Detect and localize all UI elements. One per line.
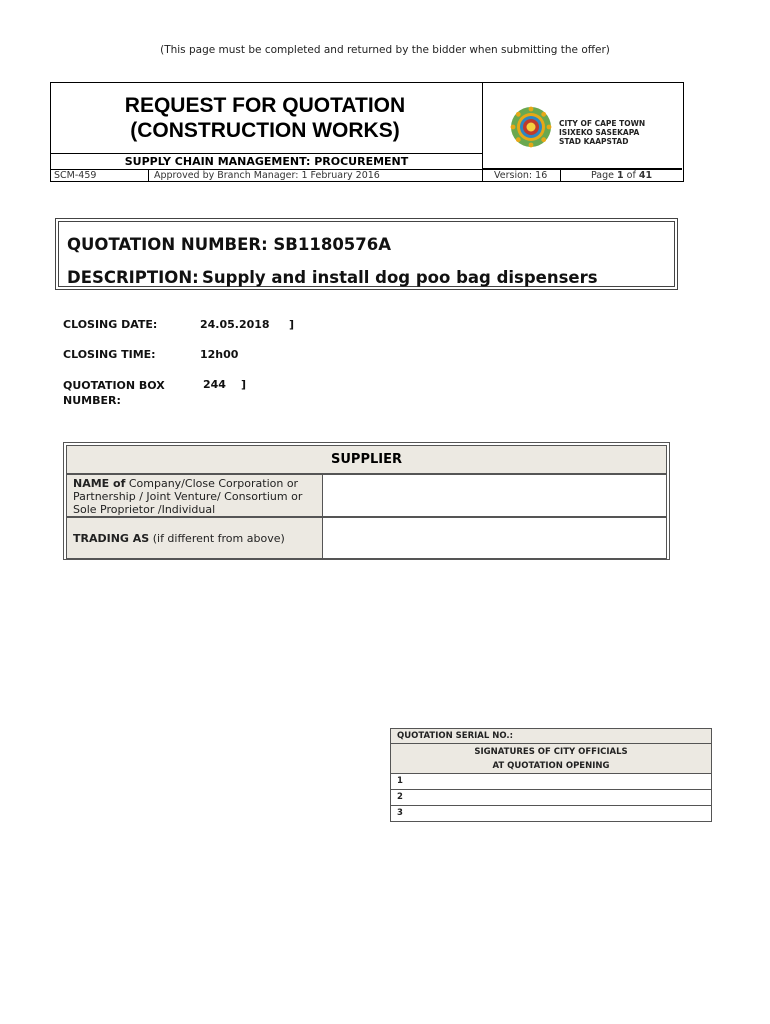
title-line-2: (CONSTRUCTION WORKS) <box>130 119 400 142</box>
form-code: SCM-459 <box>51 170 149 182</box>
supplier-name-field[interactable] <box>323 475 666 516</box>
serial-label: QUOTATION SERIAL NO.: <box>391 729 711 744</box>
trading-as-rest: (if different from above) <box>149 532 285 545</box>
document-title <box>49 93 481 143</box>
page-info <box>561 170 682 182</box>
page-prefix: Page <box>591 170 618 181</box>
approval-info: Approved by Branch Manager: 1 February 2016 <box>149 170 483 182</box>
quotation-box <box>55 218 678 290</box>
description-value: Supply and install dog poo bag dispensers <box>202 268 598 287</box>
quotation-box-inner <box>58 221 675 287</box>
logo-block <box>483 83 682 169</box>
closing-date-value: 24.05.2018 <box>200 318 270 331</box>
trading-as-bold: TRADING AS <box>73 532 150 545</box>
quotation-box-value: 244 <box>203 378 226 391</box>
header-subtitle: SUPPLY CHAIN MANAGEMENT: PROCUREMENT <box>51 153 483 169</box>
quotation-box-bracket: ] <box>241 378 247 391</box>
supplier-heading: SUPPLIER <box>66 445 667 474</box>
signature-row-3-num: 3 <box>397 808 403 818</box>
trading-as-field[interactable] <box>323 518 666 558</box>
closing-date-label: CLOSING DATE: <box>63 318 158 331</box>
page-of: of <box>623 170 639 181</box>
signature-row-2-num: 2 <box>397 792 403 802</box>
document-header <box>50 82 684 182</box>
supplier-table <box>63 442 670 560</box>
signatures-line-1: SIGNATURES OF CITY OFFICIALS <box>474 747 628 757</box>
page-number: 1 <box>617 170 624 181</box>
logo-line-2: ISIXEKO SASEKAPA <box>559 128 640 137</box>
closing-time-value: 12h00 <box>200 348 239 361</box>
city-logo-icon <box>509 105 553 149</box>
signature-row-2[interactable] <box>391 790 711 806</box>
page-total: 41 <box>638 170 653 181</box>
supplier-name-bold: NAME of <box>73 477 126 490</box>
header-meta-row <box>51 169 682 181</box>
signatures-line-2: AT QUOTATION OPENING <box>492 761 610 771</box>
closing-date-bracket: ] <box>289 318 295 331</box>
logo-line-3: STAD KAAPSTAD <box>559 137 629 146</box>
supplier-name-label <box>67 475 323 516</box>
trading-as-row <box>66 517 667 559</box>
supplier-name-row <box>66 474 667 517</box>
signatures-heading <box>391 744 711 774</box>
signature-row-3[interactable] <box>391 806 711 821</box>
closing-time-label: CLOSING TIME: <box>63 348 156 361</box>
serial-table <box>390 728 712 822</box>
supplier-name-rest: Company/Close Corporation or Partnership / Joint Venture/ Consortium or Sole Proprietor /Individual <box>73 477 303 516</box>
version-info: Version: 16 <box>483 170 561 182</box>
quotation-box-label-1: QUOTATION BOX <box>63 379 165 392</box>
title-line-1: REQUEST FOR QUOTATION <box>124 94 406 117</box>
quotation-box-label <box>63 378 165 408</box>
submission-note: (This page must be completed and returned by the bidder when submitting the offer) <box>160 44 610 56</box>
description-label: DESCRIPTION: <box>67 268 199 287</box>
logo-line-1: CITY OF CAPE TOWN <box>559 119 646 128</box>
quotation-box-label-2: NUMBER: <box>63 394 121 407</box>
header-title-block <box>51 83 483 153</box>
logo-text <box>559 119 645 146</box>
signature-row-1-num: 1 <box>397 776 403 786</box>
quotation-number: QUOTATION NUMBER: SB1180576A <box>67 235 392 254</box>
trading-as-label <box>67 518 323 558</box>
signature-row-1[interactable] <box>391 774 711 790</box>
